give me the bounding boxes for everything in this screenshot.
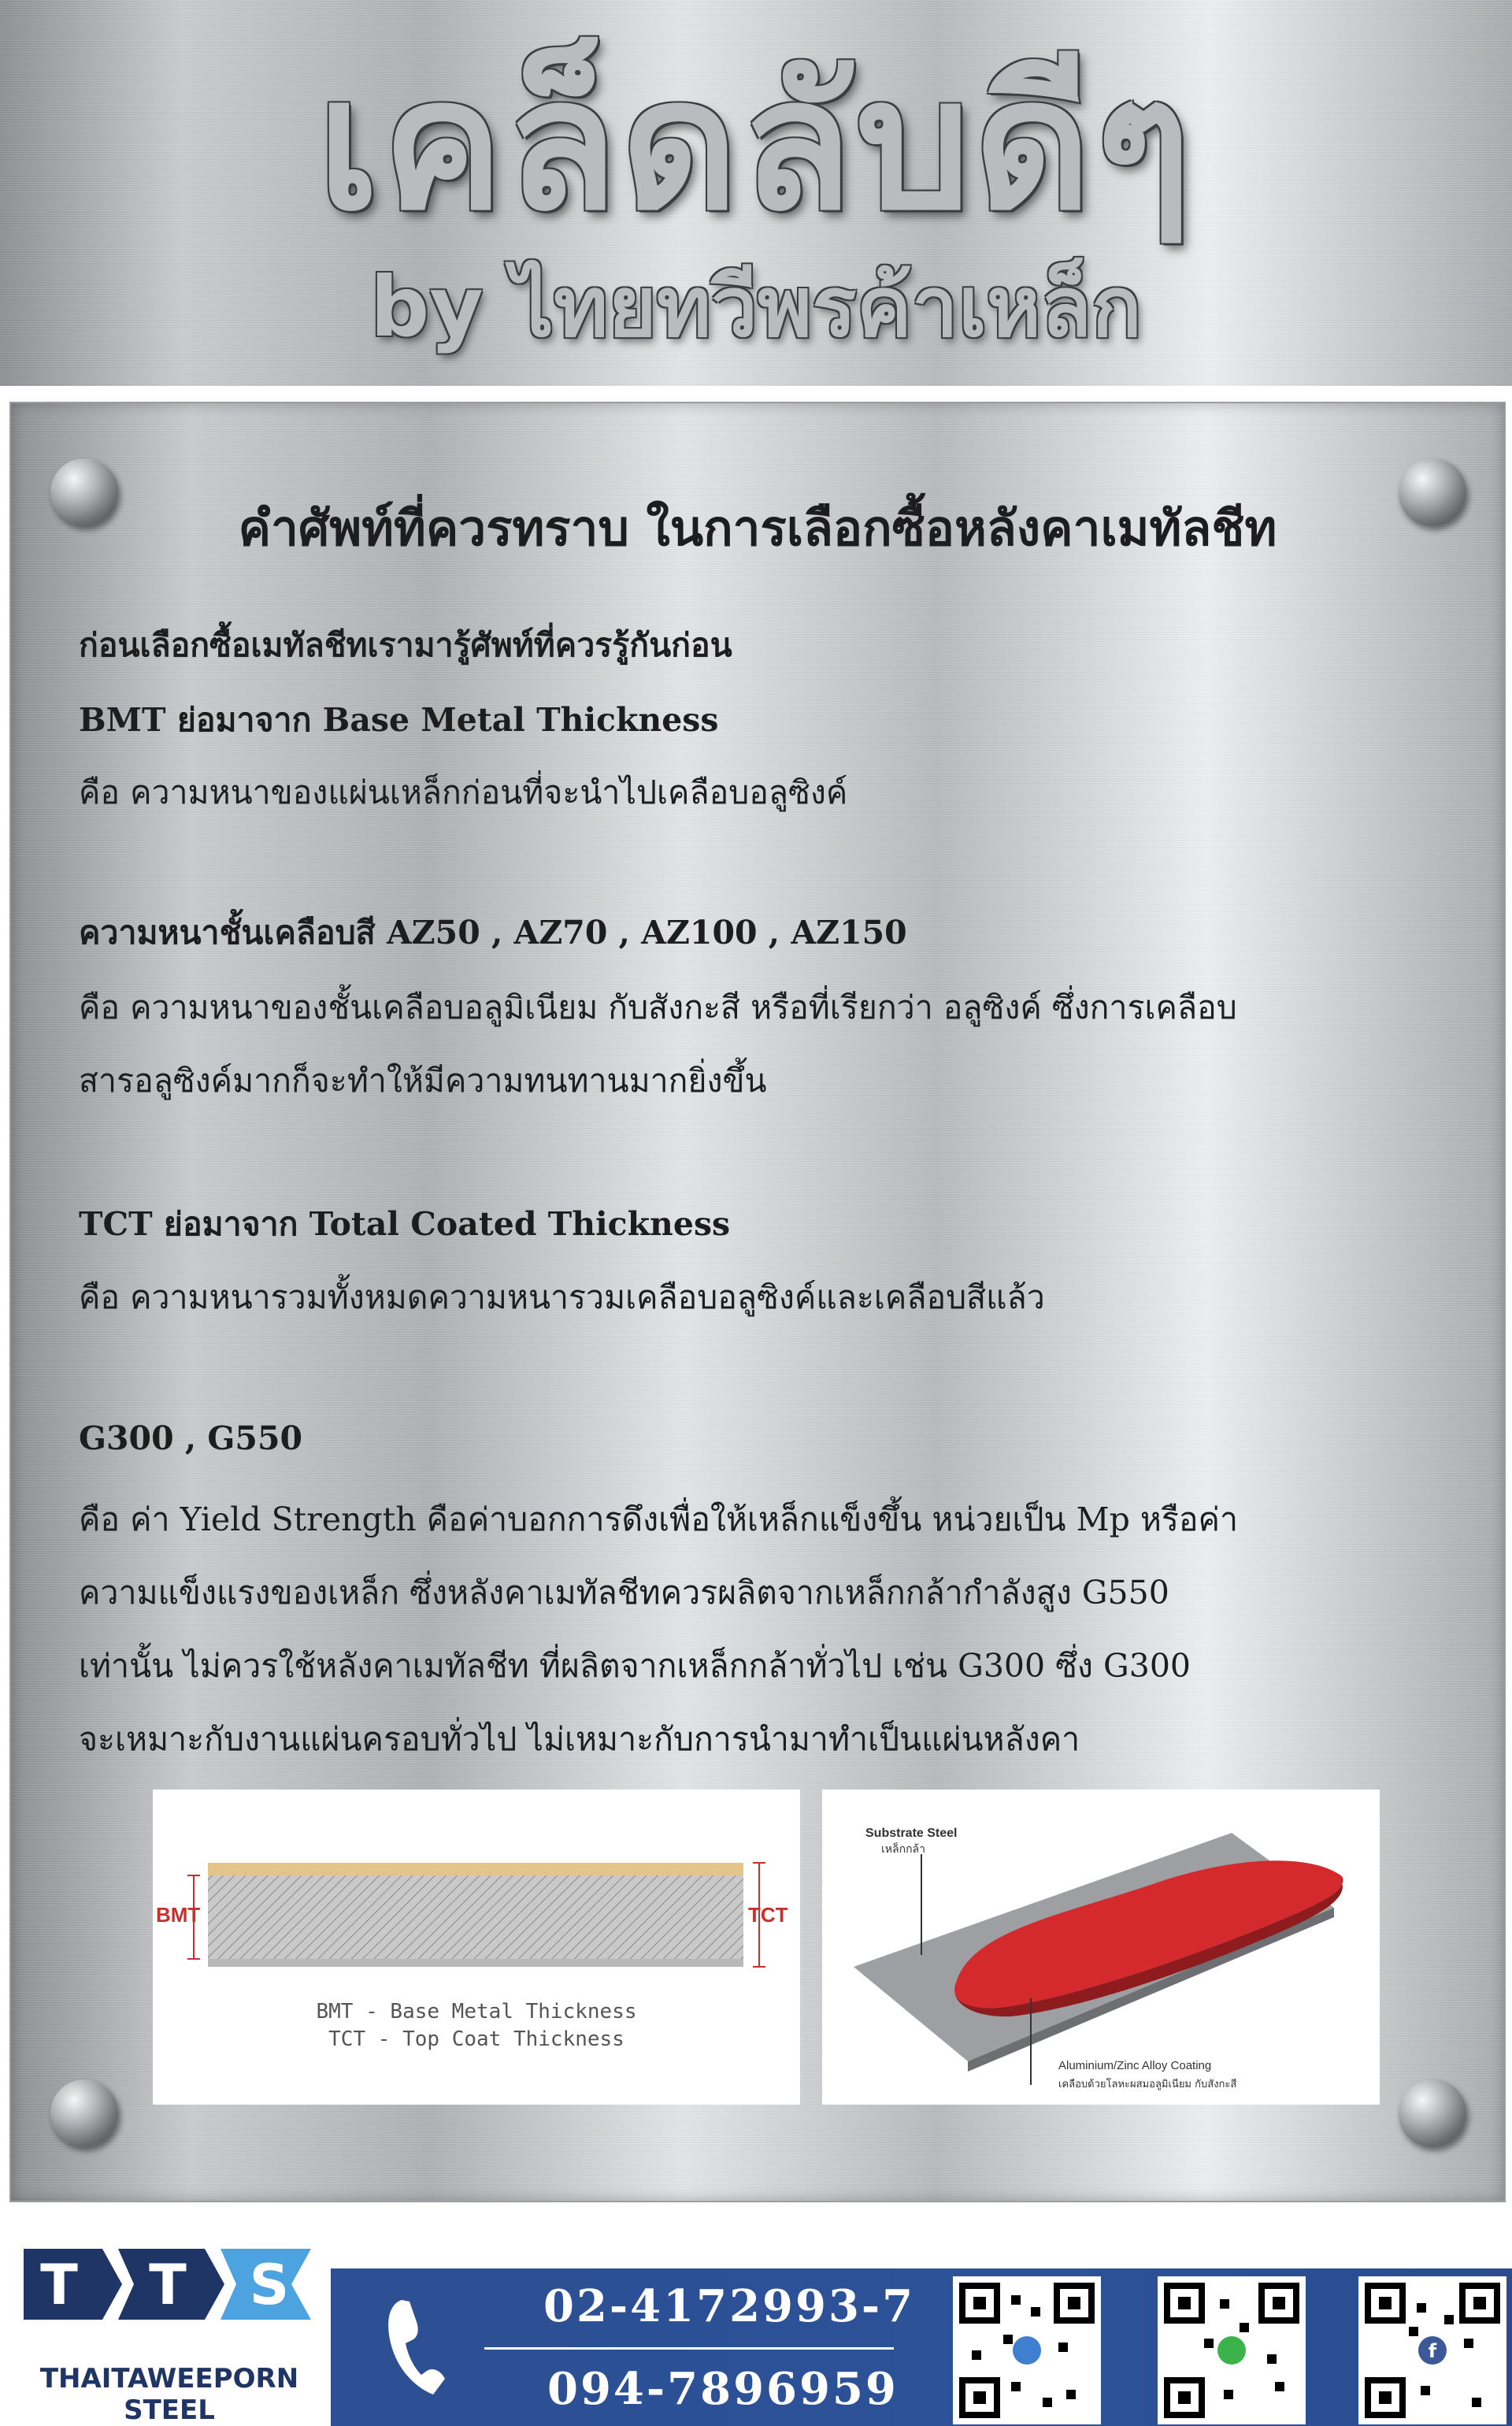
article-intro: ก่อนเลือกซื้อเมทัลชีทเรามารู้ศัพท์ที่ควรรู้กันก่อน	[79, 626, 732, 664]
footer	[0, 2213, 1512, 2426]
section-line: คือ ค่า Yield Strength คือค่าบอกการดึงเพื่อให้เหล็กแข็งขึ้น หน่วยเป็น Mp หรือค่า	[79, 1500, 1238, 1538]
qr-code-website[interactable]	[953, 2276, 1101, 2424]
section-line: คือ ความหนาของชั้นเคลือบอลูมิเนียม กับสังกะสี หรือที่เรียกว่า อลูซิงค์ ซึ่งการเคลือบ	[79, 989, 1237, 1026]
section-title-tct: TCT ย่อมาจาก Total Coated Thickness	[79, 1205, 731, 1243]
logo-letter: T	[40, 2253, 78, 2317]
section-line: ความแข็งแรงของเหล็ก ซึ่งหลังคาเมทัลชีทควรผลิตจากเหล็กกล้ากำลังสูง G550	[79, 1574, 1169, 1612]
svg-text:f: f	[1428, 2340, 1437, 2362]
section-title-bmt: BMT ย่อมาจาก Base Metal Thickness	[79, 701, 719, 739]
coating-illustration	[822, 1790, 1380, 2105]
logo-letter: S	[249, 2253, 290, 2317]
company-name-line1: THAITAWEEPORN	[39, 2363, 299, 2394]
cross-section-illustration	[153, 1790, 800, 2105]
coating-diagram	[822, 1790, 1380, 2105]
legend-line: TCT - Top Coat Thickness	[328, 2027, 624, 2051]
section-line: คือ ความหนารวมทั้งหมดความหนารวมเคลือบอลูซิงค์และเคลือบสีแล้ว	[79, 1278, 1045, 1316]
content-panel	[9, 402, 1506, 2202]
contact-band	[331, 2268, 1512, 2426]
steel-layer	[208, 1875, 743, 1959]
tts-logo	[16, 2241, 323, 2426]
coating-label-th: เคลือบด้วยโลหะผสมอลูมิเนียม กับสังกะสี	[1058, 2079, 1237, 2090]
bmt-label: BMT	[156, 1903, 201, 1927]
logo-letter: T	[149, 2253, 187, 2317]
substrate-label-th: เหล็กกล้า	[881, 1843, 925, 1856]
section-title-az: ความหนาชั้นเคลือบสี AZ50 , AZ70 , AZ100 , AZ150	[79, 914, 907, 951]
legend-line: BMT - Base Metal Thickness	[316, 2000, 637, 2024]
phone-number-2[interactable]: 094-7896959	[547, 2363, 899, 2415]
tts-logo-mark	[16, 2241, 323, 2359]
section-line: สารอลูซิงค์มากก็จะทำให้มีความทนทานมากยิ่งขึ้น	[79, 1062, 767, 1100]
coating-layer	[208, 1959, 743, 1967]
section-line: เท่านั้น ไม่ควรใช้หลังคาเมทัลชีท ที่ผลิตจากเหล็กกล้าทั่วไป เช่น G300 ซึ่ง G300	[79, 1647, 1191, 1685]
paint-layer	[208, 1863, 743, 1875]
line-icon	[1217, 2336, 1246, 2365]
header-banner	[0, 0, 1512, 386]
phone-number-1[interactable]: 02-4172993-7	[543, 2280, 916, 2332]
globe-icon	[1013, 2336, 1041, 2365]
coating-label: Aluminium/Zinc Alloy Coating	[1058, 2059, 1212, 2072]
company-name-line2: STEEL	[124, 2394, 215, 2426]
header-title: เคล็ดลับดีๆ	[317, 40, 1195, 250]
thickness-diagram	[153, 1790, 800, 2105]
section-line: จะเหมาะกับงานแผ่นครอบทั่วไป ไม่เหมาะกับการนำมาทำเป็นแผ่นหลังคา	[79, 1720, 1080, 1758]
article-heading: คำศัพท์ที่ควรทราบ ในการเลือกซื้อหลังคาเมทัลชีท	[238, 499, 1277, 557]
section-title-g: G300 , G550	[79, 1419, 303, 1457]
divider	[484, 2347, 894, 2350]
tct-label: TCT	[748, 1903, 788, 1927]
bolt-icon	[1399, 2079, 1466, 2147]
section-line: คือ ความหนาของแผ่นเหล็กก่อนที่จะนำไปเคลือบอลูซิงค์	[79, 773, 848, 811]
bolt-icon	[50, 2079, 118, 2147]
header-subtitle: by ไทยทวีพรค้าเหล็ก	[370, 259, 1142, 355]
phone-icon	[378, 2292, 457, 2402]
qr-code-line[interactable]	[1158, 2276, 1306, 2424]
qr-code-facebook[interactable]	[1358, 2276, 1506, 2424]
substrate-label: Substrate Steel	[865, 1827, 958, 1840]
